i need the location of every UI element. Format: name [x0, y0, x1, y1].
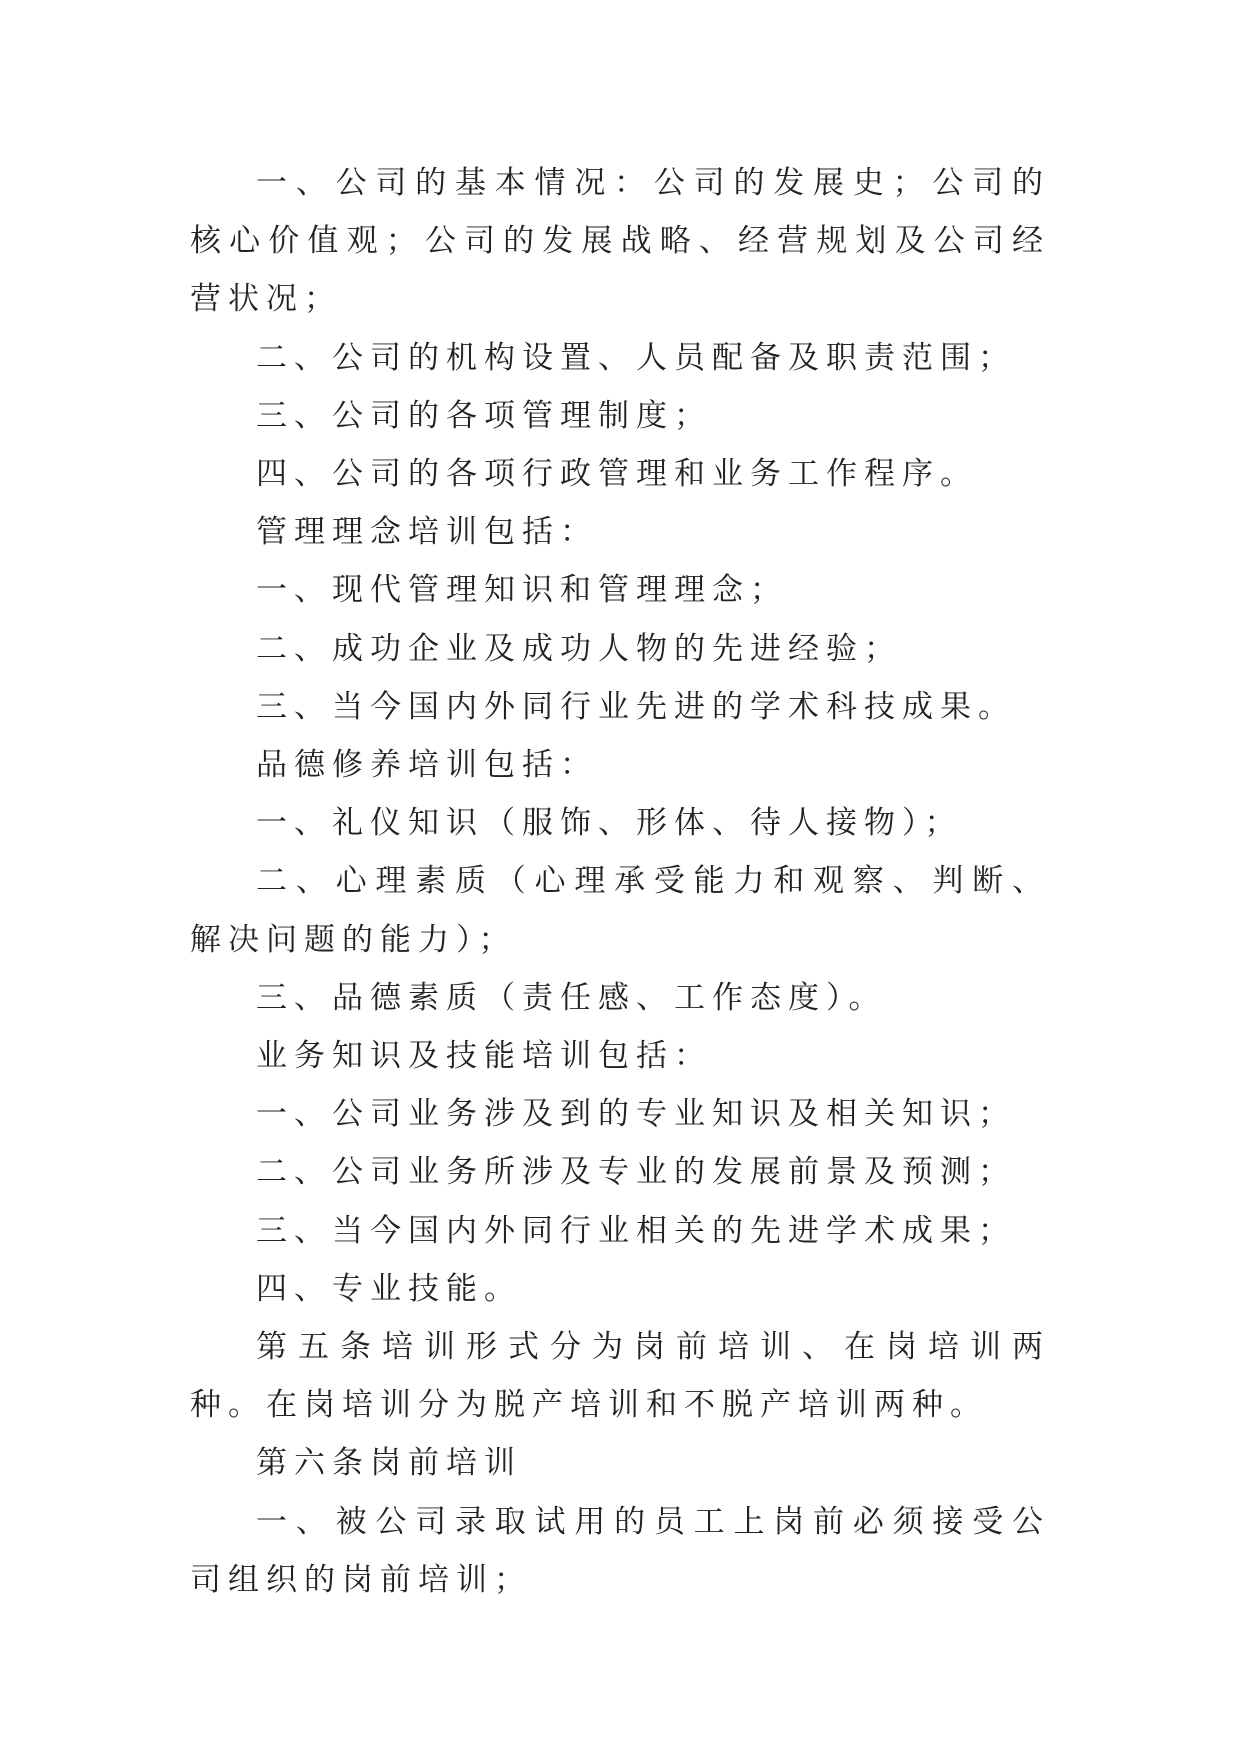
paragraph-modern-management: 一、现代管理知识和管理理念；: [256, 572, 788, 609]
paragraph-moral-quality: 三、品德素质（责任感、工作态度）。: [256, 979, 887, 1016]
paragraph-academic-achievements: 三、当今国内外同行业先进的学术科技成果。: [256, 688, 1016, 725]
paragraph-business-skills-heading: 业务知识及技能培训包括：: [256, 1038, 712, 1075]
paragraph-etiquette: 一、礼仪知识（服饰、形体、待人接物）；: [256, 805, 963, 842]
paragraph-pre-job-training: 一、被公司录取试用的员工上岗前必须接受公司组织的岗前培训；: [190, 1503, 1050, 1598]
paragraph-organization-structure: 二、公司的机构设置、人员配备及职责范围；: [256, 339, 1016, 376]
paragraph-moral-training-heading: 品德修养培训包括：: [256, 747, 598, 784]
paragraph-psychological-quality: 二、心理素质（心理承受能力和观察、判断、解决问题的能力）；: [190, 863, 1050, 958]
paragraph-management-systems: 三、公司的各项管理制度；: [256, 397, 712, 434]
paragraph-related-achievements: 三、当今国内外同行业相关的先进学术成果；: [256, 1212, 1016, 1249]
paragraph-management-concept-heading: 管理理念培训包括：: [256, 514, 598, 551]
paragraph-successful-experience: 二、成功企业及成功人物的先进经验；: [256, 630, 902, 667]
paragraph-professional-knowledge: 一、公司业务涉及到的专业知识及相关知识；: [256, 1096, 1016, 1133]
paragraph-development-prospects: 二、公司业务所涉及专业的发展前景及预测；: [256, 1154, 1016, 1191]
paragraph-work-procedures: 四、公司的各项行政管理和业务工作程序。: [256, 456, 978, 493]
paragraph-company-basics: 一、公司的基本情况：公司的发展史；公司的核心价值观；公司的发展战略、经营规划及公司经营状况；: [190, 165, 1050, 318]
paragraph-article-six: 第六条岗前培训: [256, 1445, 522, 1482]
paragraph-professional-skills: 四、专业技能。: [256, 1270, 522, 1307]
document-body: [190, 154, 1050, 1609]
paragraph-article-five: 第五条培训形式分为岗前培训、在岗培训两种。在岗培训分为脱产培训和不脱产培训两种。: [190, 1329, 1050, 1424]
